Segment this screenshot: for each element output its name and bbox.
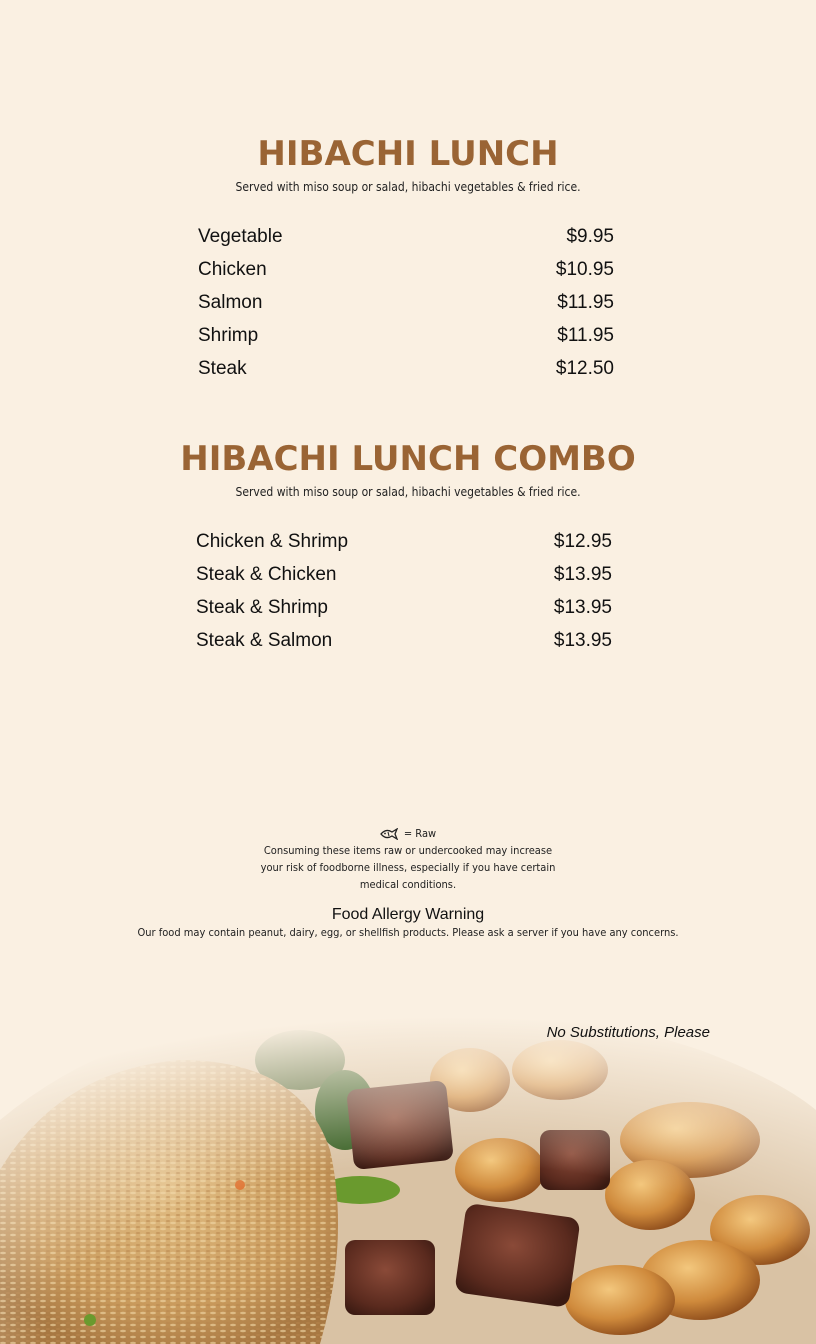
raw-warning-line: Consuming these items raw or undercooked may increase bbox=[263, 844, 553, 857]
menu-item bbox=[196, 591, 612, 624]
combo-title: HIBACHI LUNCH COMBO bbox=[180, 439, 636, 479]
menu-item-price: $11.95 bbox=[557, 324, 614, 346]
lunch-subtitle: Served with miso soup or salad, hibachi vegetables & fried rice. bbox=[235, 180, 581, 194]
raw-warning-line: your risk of foodborne illness, especially if you have certain bbox=[260, 861, 556, 874]
raw-legend bbox=[0, 825, 816, 842]
lunch-menu-list bbox=[198, 220, 614, 385]
menu-item bbox=[198, 286, 614, 319]
menu-item-name: Shrimp bbox=[198, 324, 259, 346]
raw-fish-icon bbox=[380, 828, 398, 840]
menu-item bbox=[198, 319, 614, 352]
menu-item-price: $9.95 bbox=[566, 225, 614, 247]
lunch-title: HIBACHI LUNCH bbox=[257, 134, 559, 174]
menu-item bbox=[198, 220, 614, 253]
menu-item bbox=[198, 253, 614, 286]
menu-item-name: Steak bbox=[198, 357, 247, 379]
menu-item-name: Chicken bbox=[198, 258, 267, 280]
menu-item bbox=[198, 352, 614, 385]
menu-item-price: $13.95 bbox=[553, 563, 612, 585]
menu-item-name: Salmon bbox=[198, 291, 263, 313]
combo-subtitle: Served with miso soup or salad, hibachi vegetables & fried rice. bbox=[235, 485, 581, 499]
menu-item-price: $13.95 bbox=[553, 596, 612, 618]
menu-item bbox=[196, 558, 612, 591]
raw-warning-line: medical conditions. bbox=[359, 878, 457, 891]
menu-item-price: $11.95 bbox=[557, 291, 614, 313]
menu-item-name: Steak & Chicken bbox=[196, 563, 337, 585]
raw-notice bbox=[0, 825, 816, 893]
menu-item bbox=[196, 624, 612, 657]
menu-item bbox=[196, 525, 612, 558]
no-substitutions-note: No Substitutions, Please bbox=[546, 1024, 710, 1041]
menu-item-name: Steak & Salmon bbox=[196, 629, 333, 651]
menu-item-name: Chicken & Shrimp bbox=[196, 530, 349, 552]
allergy-title: Food Allergy Warning bbox=[331, 906, 485, 923]
menu-item-price: $12.95 bbox=[553, 530, 612, 552]
raw-label: = Raw bbox=[403, 827, 437, 840]
allergy-text: Our food may contain peanut, dairy, egg, or shellfish products. Please ask a server if you have any concerns. bbox=[137, 926, 679, 939]
menu-item-price: $12.50 bbox=[555, 357, 614, 379]
menu-item-name: Steak & Shrimp bbox=[196, 596, 328, 618]
menu-item-price: $10.95 bbox=[555, 258, 614, 280]
menu-item-price: $13.95 bbox=[553, 629, 612, 651]
menu-item-name: Vegetable bbox=[198, 225, 283, 247]
combo-menu-list bbox=[196, 525, 612, 657]
